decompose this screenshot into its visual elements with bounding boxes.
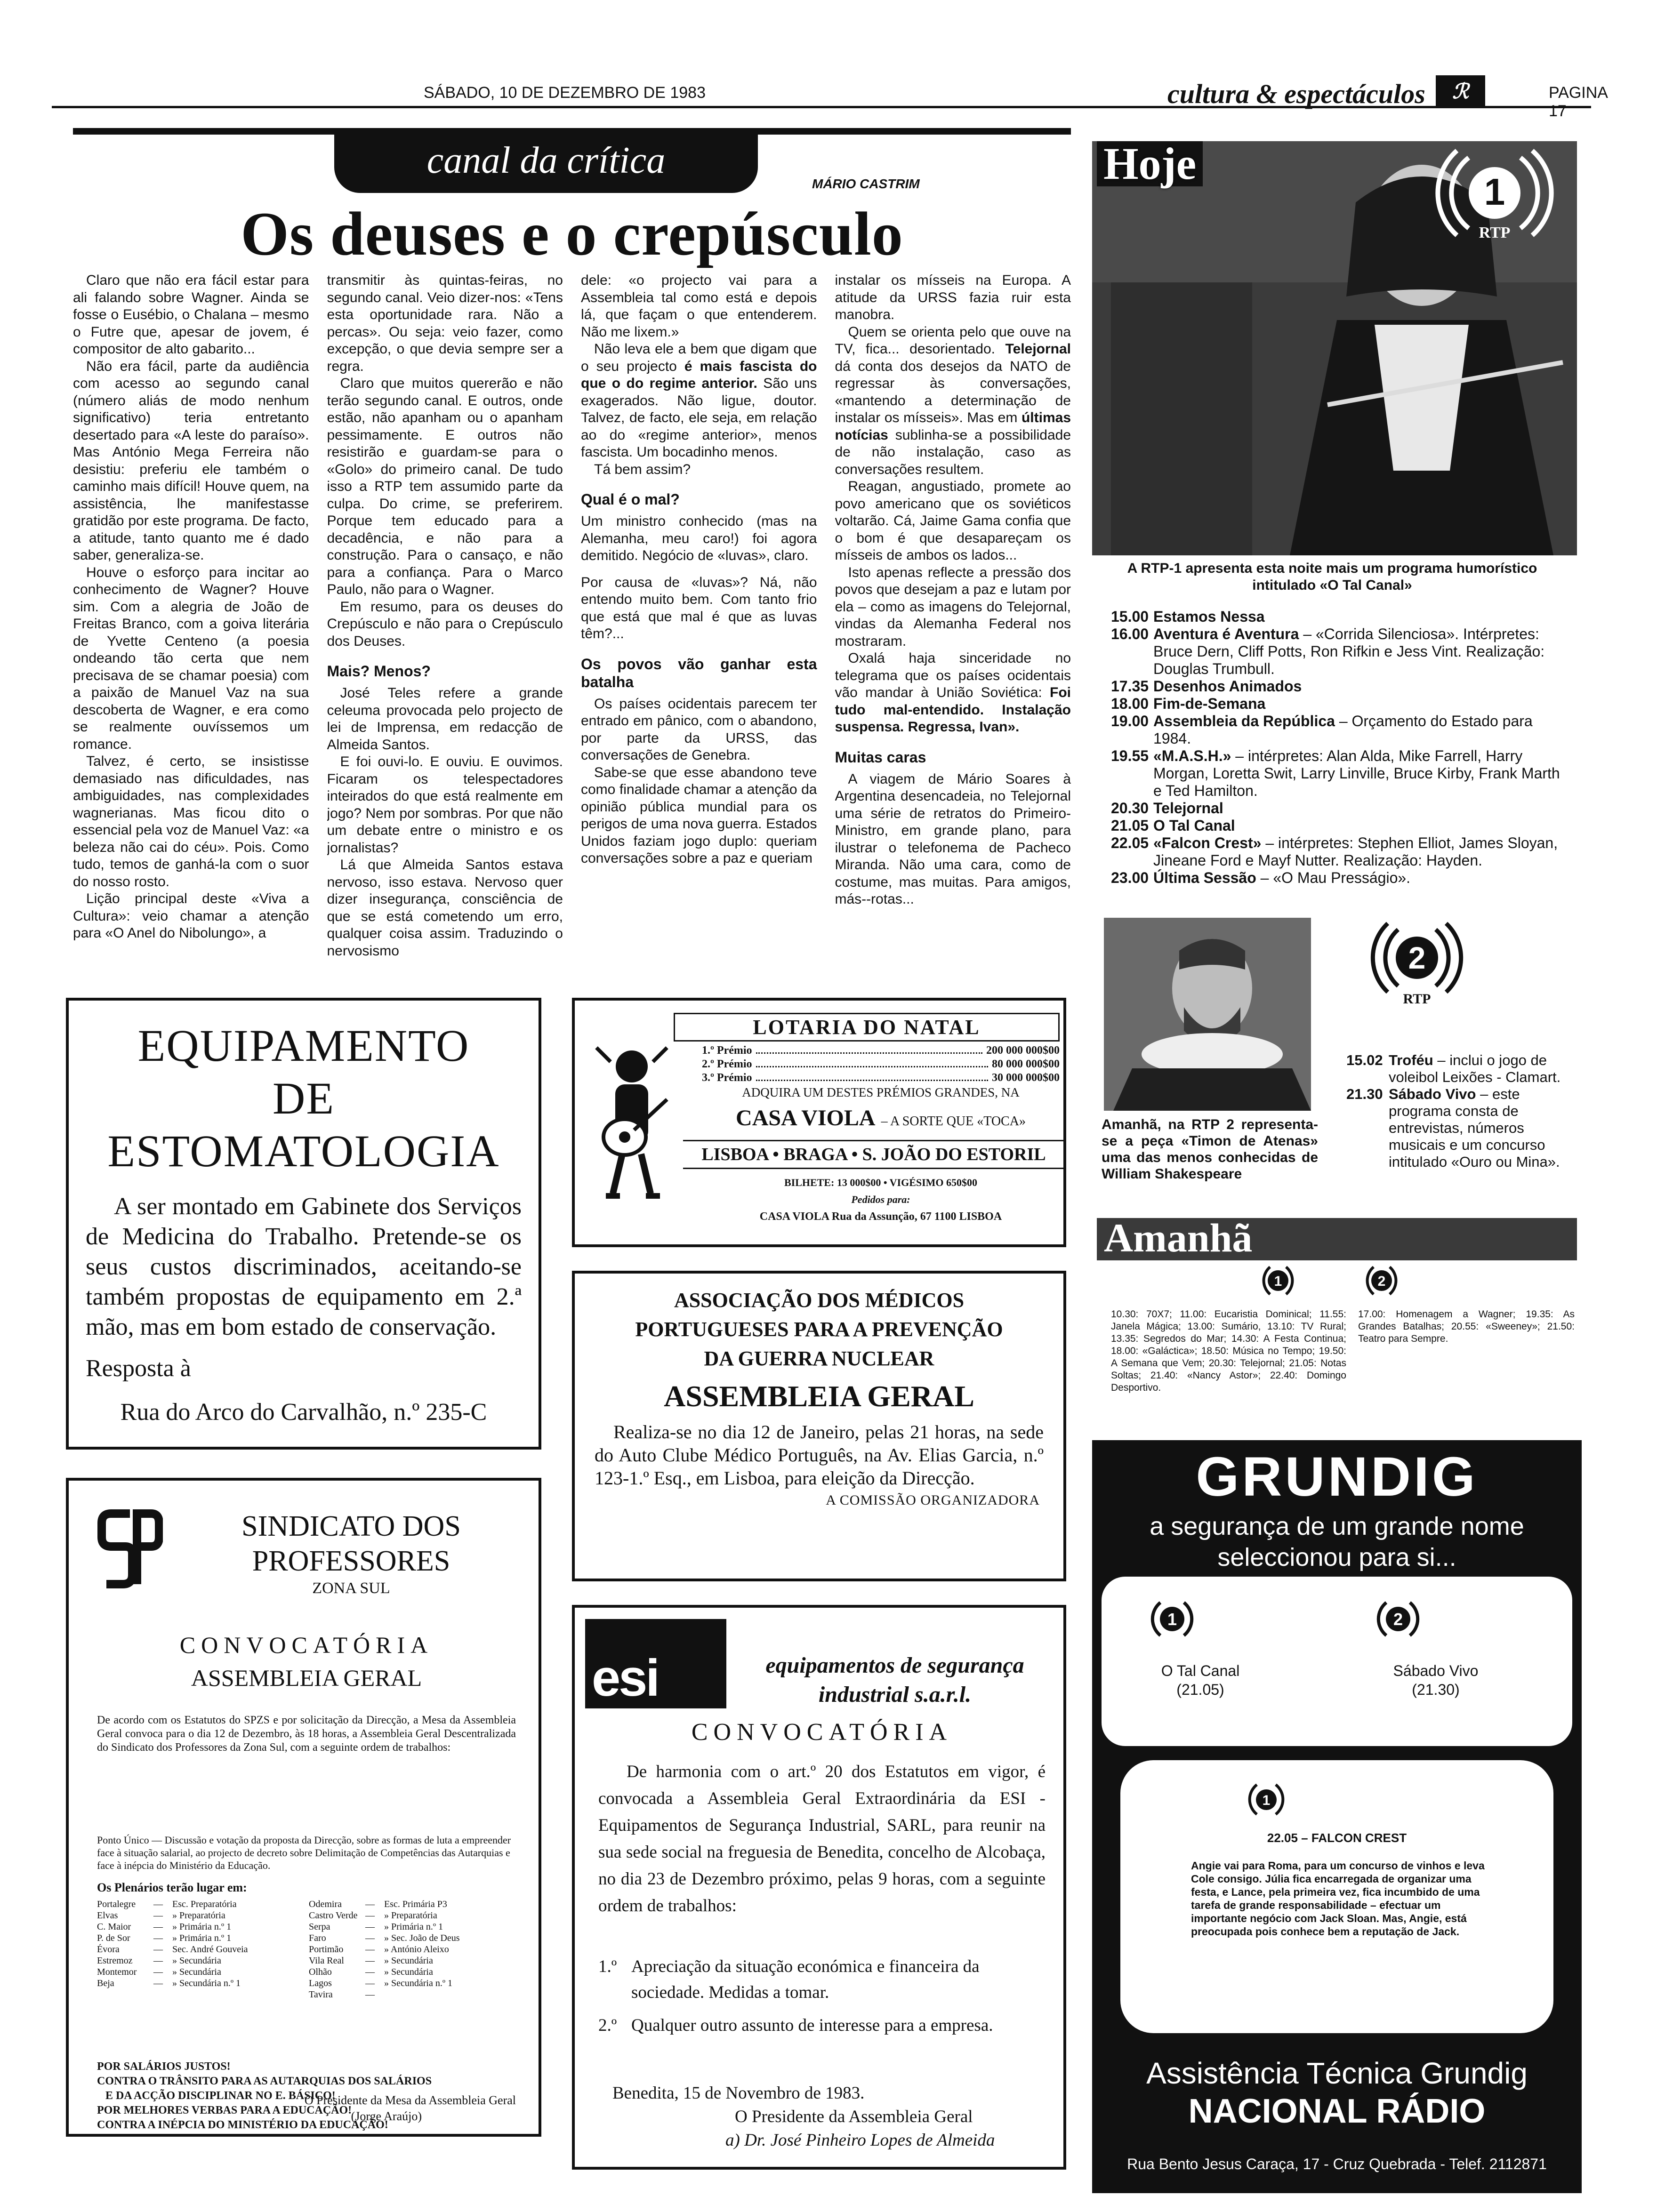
agenda-number: 1.º	[598, 1957, 617, 1976]
plenario-cell: » Primária n.º 1	[384, 1922, 443, 1932]
rtp2-small-logo-icon	[1356, 1261, 1408, 1302]
show2-title: Sábado Vivo	[1393, 1662, 1479, 1679]
svg-text:1: 1	[1274, 1274, 1282, 1289]
slogan: CONTRA A INÉPCIA DO MINISTÉRIO DA EDUCAÇÃO!	[97, 2119, 388, 2131]
agenda-text: Apreciação da situação económica e financeira da sociedade. Medidas a tomar.	[631, 1957, 980, 2002]
schedule-time: 15.02	[1346, 1052, 1383, 1068]
dot-leader	[756, 1058, 988, 1067]
plenario-row	[97, 1910, 299, 1921]
company-name-line: industrial s.a.r.l.	[818, 1682, 972, 1707]
schedule-title: Última Sessão	[1153, 869, 1256, 886]
plenario-cell: —	[365, 1922, 375, 1932]
paragraph: A viagem de Mário Soares à Argentina desencadeia, no Telejornal uma série de retratos do Primeiro-Ministro, em grande plano, para ilustrar o telefonema de Pacheco Miranda. Não uma cara, como de costume, mas muitas. Para amigos, más--rotas...	[835, 771, 1071, 907]
bold-span: Telejornal	[1005, 341, 1071, 357]
seller-slogan: – A SORTE QUE «TOCA»	[881, 1114, 1026, 1129]
column-banner: canal da crítica	[334, 133, 758, 193]
agenda-item	[598, 2012, 1046, 2038]
subheading: Qual é o mal?	[581, 491, 680, 508]
schedule-title: «M.A.S.H.»	[1153, 747, 1231, 764]
ad-title-line: EQUIPAMENTO	[137, 1020, 470, 1071]
prize-row	[702, 1071, 1060, 1085]
rtp2-logo-icon	[1356, 918, 1478, 1007]
plenario-cell: —	[365, 1989, 375, 2000]
schedule-details: – «O Mau Presságio».	[1256, 869, 1411, 886]
prize-value: 200 000 000$00	[986, 1044, 1060, 1057]
schedule-time: 16.00	[1111, 625, 1149, 642]
schedule-title: Desenhos Animados	[1153, 678, 1302, 695]
plenario-row	[97, 1978, 299, 1989]
notice-body: De harmonia com o art.º 20 dos Estatutos em vigor, é convocada a Assembleia Geral Extraordinária da ESI - Equipamentos de Segurança Industrial, SARL, para reunir na sua sede social na freguesia de Benedita, concelho de Alcobaça, no dia 23 de Dezembro próximo, pelas 9 horas, com a seguinte ordem de trabalhos:	[598, 1762, 1046, 1915]
plenarios-column-left	[97, 1899, 299, 2000]
dot-leader	[756, 1044, 982, 1054]
paragraph: instalar os mísseis na Europa. A atitude da URSS fazia ruir esta manobra.	[835, 272, 1071, 322]
plenario-cell: P. de Sor	[97, 1933, 130, 1943]
plenario-row	[97, 1966, 299, 1978]
schedule-row	[1111, 817, 1572, 834]
schedule-title: Aventura é Aventura	[1153, 625, 1299, 642]
schedule-details: – intérpretes: Stephen Elliot, James Sloyan, Jineane Ford e Mayf Nutter. Realização: Hayden.	[1153, 834, 1558, 869]
ticket-prices: BILHETE: 13 000$00 • VIGÉSIMO 650$00	[784, 1177, 978, 1188]
text-span: Quem se orienta pelo que ouve na TV, fica... desorientado.	[835, 324, 1071, 357]
bold-span: é mais fascista do que o do regime anterior.	[581, 358, 817, 391]
plenario-cell: » Sec. João de Deus	[384, 1933, 460, 1943]
rtp1-schedule	[1111, 608, 1572, 887]
signature-role: O Presidente da Assembleia Geral	[735, 2107, 973, 2126]
schedule-title: «Falcon Crest»	[1153, 834, 1262, 851]
schedule-title: Fim-de-Semana	[1153, 695, 1266, 712]
plenario-cell: » Preparatória	[172, 1910, 225, 1921]
svg-text:1: 1	[1262, 1793, 1271, 1808]
plenario-cell: —	[365, 1933, 375, 1943]
signature-name: (Jorge Araújo)	[351, 2109, 422, 2123]
article-column-2	[327, 272, 563, 983]
slogan: POR SALÁRIOS JUSTOS!	[97, 2060, 231, 2073]
paragraph: Lá que Almeida Santos estava nervoso, isso estava. Nervoso quer dizer insegurança, consciência de que se está cometendo um erro, qualquer coisa assim. Traduzindo o nervosismo	[327, 857, 563, 959]
reply-label: Resposta à	[86, 1355, 191, 1382]
plenario-row	[309, 1944, 511, 1955]
schedule-row	[1111, 800, 1572, 817]
svg-text:2: 2	[1408, 940, 1426, 975]
schedule-entry	[1153, 800, 1572, 817]
plenario-row	[309, 1955, 511, 1966]
schedule-entry	[1153, 678, 1572, 695]
author-byline: MÁRIO CASTRIM	[812, 176, 920, 191]
rtp1-caption: A RTP-1 apresenta esta noite mais um programa humorístico intitulado «O Tal Canal»	[1127, 561, 1537, 593]
schedule-row	[1111, 869, 1572, 887]
plenario-cell: » Primária n.º 1	[172, 1933, 232, 1943]
article-body	[73, 272, 1071, 983]
plenario-cell: —	[365, 1956, 375, 1966]
schedule-entry	[1153, 625, 1572, 678]
ad-sindicato	[66, 1478, 541, 2137]
paragraph: Claro que não era fácil estar para ali falando sobre Wagner. Ainda se fosse o Eusébio, o Chalana – mesmo o Futre que, apesar de jovem, é compositor de alto gabarito...	[73, 272, 309, 357]
plenario-cell: —	[153, 1899, 163, 1909]
schedule-time: 20.30	[1111, 800, 1149, 817]
plenario-cell: Sec. André Gouveia	[172, 1944, 248, 1955]
ad-esi	[572, 1605, 1066, 2170]
brand-name: GRUNDIG	[1196, 1446, 1478, 1508]
schedule-time: 15.00	[1111, 608, 1149, 625]
show2	[1365, 1661, 1506, 1699]
schedule-time: 19.55	[1111, 747, 1149, 764]
plenario-cell: » Secundária	[172, 1956, 221, 1966]
plenario-cell: Beja	[97, 1978, 114, 1988]
dot-leader	[756, 1071, 988, 1081]
schedule-title: Assembleia da República	[1153, 713, 1335, 729]
notice-body: De acordo com os Estatutos do SPZS e por solicitação da Direcção, a Mesa da Assembleia Geral convoca para o dia 12 de Dezembro, às 18 horas, a Assembleia Geral Descentralizada do Sindicato dos Professores da Zona Sul, com a seguinte ordem de trabalhos:	[97, 1714, 516, 1754]
plenario-cell: » Primária n.º 1	[172, 1922, 232, 1932]
schedule-entry	[1153, 817, 1572, 834]
schedule-entry	[1389, 1052, 1568, 1086]
signature-name: a) Dr. José Pinheiro Lopes de Almeida	[725, 2131, 995, 2150]
plenario-cell: Évora	[97, 1944, 120, 1955]
show2-time: (21.30)	[1412, 1681, 1460, 1698]
plenario-row	[309, 1966, 511, 1978]
schedule-time: 18.00	[1111, 695, 1149, 712]
ad-title-line: DE	[273, 1073, 335, 1123]
schedule-title: Telejornal	[1153, 800, 1223, 817]
tv-screen-top	[1102, 1577, 1572, 1746]
esi-logo-text: esi	[592, 1649, 658, 1707]
plenario-cell: Olhão	[309, 1967, 332, 1977]
schedule-entry	[1389, 1086, 1568, 1170]
prize-label: 1.º Prémio	[702, 1044, 752, 1057]
notice-text: Realiza-se no dia 12 de Janeiro, pelas 21 horas, na sede do Auto Clube Médico Português, na Av. Elias Garcia, n.º 123-1.º Esq., em Lisboa, para eleição da Direcção.	[595, 1421, 1044, 1489]
paragraph: Os países ocidentais parecem ter entrado em pânico, com o abandono, por parte da URSS, das conversações de Genebra.	[581, 696, 817, 763]
tv-screen-bottom	[1120, 1760, 1553, 2033]
plenario-cell: Castro Verde	[309, 1910, 358, 1921]
svg-text:2: 2	[1393, 1610, 1403, 1629]
plenario-cell: —	[365, 1967, 375, 1977]
schedule-title: Troféu	[1389, 1052, 1433, 1068]
prize-label: 2.º Prémio	[702, 1058, 752, 1070]
prize-row	[702, 1058, 1060, 1071]
rtp2-caption: Amanhã, na RTP 2 representa-se a peça «Timon de Atenas» uma das menos conhecidas de William Shakespeare	[1102, 1117, 1318, 1182]
rtp1-logo-text: RTP	[1479, 224, 1511, 241]
schedule-time: 19.00	[1111, 713, 1149, 729]
paragraph: Em resumo, para os deuses do Crepúsculo e não para o Crepúsculo dos Deuses.	[327, 599, 563, 649]
rtp2-logo-icon	[1365, 1595, 1431, 1643]
schedule-details: – inclui o jogo de voleibol Leixões - Clamart.	[1389, 1052, 1561, 1085]
slogan: POR MELHORES VERBAS PARA A EDUCAÇÃO!	[97, 2104, 352, 2116]
plenario-cell: » António Aleixo	[384, 1944, 449, 1955]
ad-lotaria	[572, 998, 1066, 1247]
plenario-cell: » Secundária	[384, 1956, 433, 1966]
orders-address: CASA VIOLA Rua da Assunção, 67 1100 LISBOA	[759, 1210, 1002, 1223]
paragraph: Talvez, é certo, se insistisse demasiado nas dificuldades, nas ambiguidades, nas complexidades wagnerianas. Mas ficou dito o essencial pela voz de Manuel Vaz: «a beleza não cai do céu». Pois. Como tudo, temos de ganhá-la com o suor do nosso rosto.	[73, 753, 309, 890]
slogan-line: seleccionou para si...	[1217, 1543, 1456, 1571]
brand-slogan	[1092, 1511, 1582, 1573]
guitar-player-illustration-icon	[592, 1043, 672, 1203]
show1	[1130, 1661, 1271, 1699]
spzs-logo-icon	[97, 1509, 163, 1589]
agenda-item	[598, 1954, 1046, 2005]
schedule-row	[1346, 1052, 1568, 1086]
plenario-cell: Vila Real	[309, 1956, 344, 1966]
ad-grundig	[1092, 1440, 1582, 2193]
plenario-cell: Esc. Primária P3	[384, 1899, 447, 1909]
subheading: Mais? Menos?	[327, 663, 431, 680]
rtp2-photo	[1104, 918, 1311, 1111]
plenario-cell: » Secundária n.º 1	[384, 1978, 453, 1988]
plenario-cell: Portalegre	[97, 1899, 136, 1909]
paragraph: Não era fácil, parte da audiência com acesso ao segundo canal (número aliás de modo nenhum significativo) teria entretanto desertado para «A leste do paraíso». Mas António Mega Ferreira não desistiu: preferiu ele também o caminho mais difícil! Houve quem, na assistência, lhe manifestasse gratidão por este programa. De facto, a atitude, tanto quanto me é dado saber, generaliza-se.	[73, 358, 309, 563]
association-name-line: PORTUGUESES PARA A PREVENÇÃO	[635, 1318, 1003, 1341]
text-span: sublinha-se a possibilidade de não instalação, caso as conversações resultem.	[835, 427, 1071, 477]
signature-role: O Presidente da Mesa da Assembleia Geral	[304, 2093, 516, 2107]
schedule-title: O Tal Canal	[1153, 817, 1235, 834]
newspaper-logo-icon: ℛ	[1436, 75, 1485, 108]
plenario-cell: Lagos	[309, 1978, 332, 1988]
paragraph	[835, 650, 1071, 736]
schedule-row	[1111, 834, 1572, 869]
featured-text: Angie vai para Roma, para um concurso de vinhos e leva Cole consigo. Júlia fica encarregada de organizar uma festa, e Lance, pela primeira vez, fica incumbido de uma tarefa de grande responsabilidade – efectuar um importante negócio com Jack Sloan. Mas, Angie, está preocupada pois conhece bem a reputação de Jack.	[1191, 1859, 1485, 1938]
plenario-row	[97, 1899, 299, 1910]
service-line: Assistência Técnica Grundig	[1146, 2056, 1528, 2090]
plenario-cell: —	[365, 1944, 375, 1955]
article-headline: Os deuses e o crepúsculo	[241, 199, 903, 268]
plenario-cell	[384, 1989, 507, 2000]
schedule-row	[1346, 1086, 1568, 1170]
show1-title: O Tal Canal	[1161, 1662, 1240, 1679]
plenario-row	[309, 1989, 511, 2000]
rtp1-logo-icon	[1238, 1779, 1295, 1821]
convocatoria-title: CONVOCATÓRIA	[179, 1632, 434, 1658]
plenario-row	[309, 1910, 511, 1921]
plenario-row	[97, 1921, 299, 1932]
slogan-line: a segurança de um grande nome	[1150, 1512, 1524, 1540]
agenda-number: 2.º	[598, 2016, 617, 2035]
rtp1-small-logo-icon	[1252, 1261, 1304, 1302]
article-column-1	[73, 272, 309, 983]
plenario-cell: Serpa	[309, 1922, 330, 1932]
issue-date: SÁBADO, 10 DE DEZEMBRO DE 1983	[424, 84, 706, 102]
schedule-entry	[1153, 869, 1572, 887]
paragraph: Claro que muitos quererão e não terão segundo canal. E outros, onde estão, não apanham ou o apanham pessimamente. E outros não resistirão e guardam-se para o «Golo» do primeiro canal. De tudo isso a RTP tem assumido parte da culpa. Do crime, se preferirem. Porque tem educado para a decadência, e não para a construção. Para o cansaço, e não para a confiança. Para o Marco Paulo, não para o Wagner.	[327, 376, 563, 597]
paragraph: Houve o esforço para incitar ao conhecimento de Wagner? Houve sim. Com a alegria de João de Freitas Branco, com a goiva literária de Yvette Centeno (a poesia ondeando tão certa que nem precisava de se chamar poesia) com a paixão de Manuel Vaz na sua descoberta de Wagner, e era como se realmente ouvíssemos um romance.	[73, 564, 309, 752]
plenario-cell: —	[153, 1944, 163, 1955]
ad-title-line: ESTOMATOLOGIA	[107, 1126, 500, 1176]
article-column-4	[835, 272, 1071, 983]
schedule-entry	[1153, 713, 1572, 747]
lottery-title: LOTARIA DO NATAL	[674, 1013, 1060, 1042]
schedule-time: 23.00	[1111, 869, 1149, 886]
seller-line	[697, 1105, 1064, 1131]
amanha-rtp1-schedule: 10.30: 70X7; 11.00: Eucaristia Dominical; 11.55: Janela Mágica; 13.00: Sumário, 13.10: TV Rural; 13.35: Segredos do Mar; 14.30: A Festa Continua; 18.00: «Galáctica»; 18.50: Música no Tempo; 19.50: A Semana que Vem; 20.30: Telejornal; 21.05: Notas Soltas; 21.40: «Nancy Astor»; 22.40: Domingo Desportivo.	[1111, 1309, 1346, 1393]
text-span: Não leva ele a bem que digam que o seu projecto	[581, 341, 817, 374]
schedule-title: Sábado Vivo	[1389, 1086, 1476, 1102]
plenario-row	[97, 1955, 299, 1966]
schedule-row	[1111, 608, 1572, 625]
paragraph	[581, 341, 817, 461]
schedule-title: Estamos Nessa	[1153, 608, 1265, 625]
plenario-cell: Odemira	[309, 1899, 342, 1909]
orders-label: Pedidos para:	[851, 1194, 910, 1205]
text-span: Oxalá haja sinceridade no telegrama que os países ocidentais vão mandar à União Soviética:	[835, 650, 1071, 700]
plenario-cell: —	[153, 1978, 163, 1988]
agenda-text: Qualquer outro assunto de interesse para a empresa.	[631, 2016, 993, 2035]
schedule-row	[1111, 695, 1572, 713]
hoje-label: Hoje	[1097, 141, 1203, 186]
ad-estomatologia	[66, 998, 541, 1450]
schedule-row	[1111, 625, 1572, 678]
schedule-details: – intérpretes: Alan Alda, Mike Farrell, Harry Morgan, Loretta Swit, Larry Linville, Bruce Kirby, Frank Marth e Ted Hamilton.	[1153, 747, 1560, 799]
plenario-row	[97, 1932, 299, 1944]
plenario-row	[97, 1944, 299, 1955]
cities-line: LISBOA • BRAGA • S. JOÃO DO ESTORIL	[683, 1140, 1064, 1169]
section-title: cultura & espectáculos	[1167, 79, 1425, 109]
dealer-name: NACIONAL RÁDIO	[1188, 2092, 1486, 2130]
plenarios-title: Os Plenários terão lugar em:	[97, 1881, 247, 1894]
plenario-row	[309, 1932, 511, 1944]
paragraph: Reagan, angustiado, promete ao povo americano que os soviéticos voltarão. Cá, Jaime Gama confia que o bom é que desapareçam os mísseis de ambos os lados...	[835, 479, 1071, 563]
plenario-cell: Esc. Preparatória	[172, 1899, 237, 1909]
plenario-cell: Montemor	[97, 1967, 137, 1977]
schedule-details: – «Corrida Silenciosa». Intérpretes: Bruce Dern, Cliff Potts, Ron Rifkin e Jess Vint. Realização: Douglas Trumbull.	[1153, 625, 1545, 677]
article-column-3	[581, 272, 817, 983]
schedule-entry	[1153, 695, 1572, 713]
acquire-line: ADQUIRA UM DESTES PRÉMIOS GRANDES, NA	[742, 1085, 1020, 1099]
prize-value: 80 000 000$00	[992, 1058, 1060, 1070]
notice-date: Benedita, 15 de Novembro de 1983.	[612, 2084, 865, 2103]
schedule-details: – este programa consta de entrevistas, números musicais e um concurso intitulado «Ouro ou Mina».	[1389, 1086, 1560, 1170]
bold-span: últimas notícias	[835, 410, 1071, 443]
commission-signature: A COMISSÃO ORGANIZADORA	[826, 1492, 1040, 1508]
plenario-row	[309, 1921, 511, 1932]
plenario-cell: —	[153, 1956, 163, 1966]
plenarios-table	[97, 1899, 521, 2000]
amanha-rtp2-schedule: 17.00: Homenagem a Wagner; 19.35: As Grandes Batalhas; 20.55: «Sweeney»; 21.50: Teatro para Sempre.	[1358, 1309, 1575, 1344]
svg-text:1: 1	[1167, 1610, 1177, 1629]
paragraph: Isto apenas reflecte a pressão dos povos que desejam a paz e lutam por ela – como as imagens do Telejornal, vindas da Alemanha Federal nos mostraram.	[835, 564, 1071, 649]
signature	[97, 2092, 516, 2124]
union-name: SINDICATO DOS PROFESSORES	[241, 1510, 461, 1577]
show1-time: (21.05)	[1176, 1681, 1224, 1698]
company-name	[732, 1651, 1057, 1709]
union-zone: ZONA SUL	[312, 1579, 390, 1597]
schedule-entry	[1153, 834, 1572, 869]
association-name-line: DA GUERRA NUCLEAR	[704, 1347, 934, 1370]
paragraph: transmitir às quintas-feiras, no segundo canal. Veio dizer-nos: «Tens esta oportunidade rara. Não a percas». Ou seja: veio fazer, como excepção, o que devia sempre ser a regra.	[327, 272, 563, 374]
plenario-cell: —	[153, 1910, 163, 1921]
plenario-cell: —	[153, 1922, 163, 1932]
amanha-label: Amanhã	[1104, 1215, 1253, 1260]
plenario-cell: Faro	[309, 1933, 326, 1943]
notice-point: Ponto Único — Discussão e votação da proposta da Direcção, sobre as formas de luta a empreender face à situação salarial, ao projecto de decreto sobre Delimitação de Competências das Autarquias e face à inépcia do Ministério da Educação.	[97, 1834, 511, 1871]
page-header	[52, 75, 1608, 120]
paragraph: dele: «o projecto vai para a Assembleia tal como está e depois lá, que façam o que entenderem. Não me lixem.»	[581, 272, 817, 340]
schedule-time: 21.30	[1346, 1086, 1383, 1102]
slogan: E DA ACÇÃO DISCIPLINAR NO E. BÁSICO!	[105, 2090, 336, 2102]
prize-value: 30 000 000$00	[992, 1072, 1060, 1084]
subheading: Os povos vão ganhar esta batalha	[581, 655, 817, 690]
plenario-cell: Tavira	[309, 1989, 333, 2000]
schedule-time: 22.05	[1111, 834, 1149, 851]
seller-name: CASA VIOLA	[736, 1106, 876, 1130]
association-name-line: ASSOCIAÇÃO DOS MÉDICOS	[674, 1289, 965, 1312]
plenario-row	[309, 1899, 511, 1910]
page-number: PAGINA 17	[1549, 84, 1608, 120]
paragraph: Por causa de «luvas»? Ná, não entendo muito bem. Com tanto frio que está que mal é que as luvas têm?...	[581, 574, 817, 641]
schedule-time: 21.05	[1111, 817, 1149, 834]
plenario-cell: C. Maior	[97, 1922, 131, 1932]
schedule-entry	[1153, 608, 1572, 625]
ad-text: A ser montado em Gabinete dos Serviços de Medicina do Trabalho. Pretende-se os seus custos discriminados, aceitando-se também propostas de equipamento em 2.ª mão, mas em bom estado de conservação.	[86, 1193, 522, 1340]
schedule-row	[1111, 747, 1572, 800]
plenario-cell: —	[153, 1967, 163, 1977]
paragraph: Sabe-se que esse abandono teve como finalidade chamar a atenção da opinião pública mundial para os perigos de uma nova guerra. Estados Unidos faziam jogo duplo: queriam conversações sobre a paz e queriam	[581, 764, 817, 866]
assembly-title: ASSEMBLEIA GERAL	[664, 1379, 974, 1413]
timon-actor-photo-icon	[1104, 918, 1311, 1111]
plenario-cell: —	[153, 1933, 163, 1943]
svg-text:2: 2	[1377, 1274, 1386, 1289]
text-span: São uns exagerados. Não ligue, doutor. Talvez, de facto, ele seja, em relação ao do «regime anterior», menos fascista. Um bocadinho menos.	[581, 376, 817, 460]
plenario-row	[309, 1978, 511, 1989]
convocatoria-title: CONVOCATÓRIA	[691, 1719, 953, 1746]
plenarios-column-right	[309, 1899, 511, 2000]
schedule-row	[1111, 678, 1572, 695]
plenario-cell: —	[365, 1910, 375, 1921]
dealer-address: Rua Bento Jesus Caraça, 17 - Cruz Quebrada - Telef. 2112871	[1127, 2156, 1547, 2172]
plenario-cell: » Preparatória	[384, 1910, 437, 1921]
paragraph: E foi ouvi-lo. E ouviu. E ouvimos. Ficaram os telespectadores inteirados do que está realmente em jogo? Nem por sombras. Por que não um debate entre o ministro e os jornalistas?	[327, 754, 563, 856]
rtp2-schedule	[1346, 1052, 1568, 1170]
prize-list	[702, 1044, 1060, 1085]
subheading: Muitas caras	[835, 748, 926, 766]
rtp2-logo-text: RTP	[1403, 991, 1431, 1007]
plenario-cell: Elvas	[97, 1910, 118, 1921]
prize-row	[702, 1044, 1060, 1058]
company-name-line: equipamentos de segurança	[765, 1653, 1024, 1678]
rtp1-logo-icon	[1417, 144, 1572, 242]
text-span: dá conta dos desejos da NATO de regressar às conversações, «mantendo a determinação de instalar os mísseis». Mas em	[835, 358, 1071, 425]
plenario-cell: » Secundária	[384, 1967, 433, 1977]
assembly-title: ASSEMBLEIA GERAL	[191, 1665, 422, 1691]
paragraph: Lição principal deste «Viva a Cultura»: veio chamar a atenção para «O Anel do Nibolungo», a	[73, 891, 309, 941]
paragraph: Tá bem assim?	[594, 461, 691, 477]
slogan: CONTRA O TRÂNSITO PARA AS AUTARQUIAS DOS SALÁRIOS	[97, 2075, 432, 2087]
rtp1-logo-icon	[1139, 1595, 1205, 1643]
reply-address: Rua do Arco do Carvalhão, n.º 235-C	[120, 1399, 487, 1426]
schedule-entry	[1153, 747, 1572, 800]
schedule-details: – Orçamento do Estado para 1984.	[1153, 713, 1533, 747]
plenario-cell: —	[365, 1899, 375, 1909]
plenario-cell: » Secundária n.º 1	[172, 1978, 241, 1988]
plenario-cell: —	[365, 1978, 375, 1988]
bold-span: Foi tudo mal-entendido. Instalação suspensa. Regressa, Ivan».	[835, 685, 1071, 735]
paragraph: José Teles refere a grande celeuma provocada pelo projecto de lei de Imprensa, em redacção de Almeida Santos.	[327, 685, 563, 753]
plenario-cell: Estremoz	[97, 1956, 133, 1966]
schedule-time: 17.35	[1111, 678, 1149, 695]
plenario-cell: » Secundária	[172, 1967, 221, 1977]
paragraph	[835, 324, 1071, 479]
ad-medicos	[572, 1271, 1066, 1581]
plenario-cell: Portimão	[309, 1944, 344, 1955]
svg-text:1: 1	[1484, 171, 1505, 213]
paragraph: Um ministro conhecido (mas na Alemanha, meu caro!) foi agora demitido. Negócio de «luvas», claro.	[581, 513, 817, 563]
featured-title: 22.05 – FALCON CREST	[1267, 1831, 1407, 1845]
schedule-row	[1111, 713, 1572, 747]
prize-label: 3.º Prémio	[702, 1072, 752, 1084]
